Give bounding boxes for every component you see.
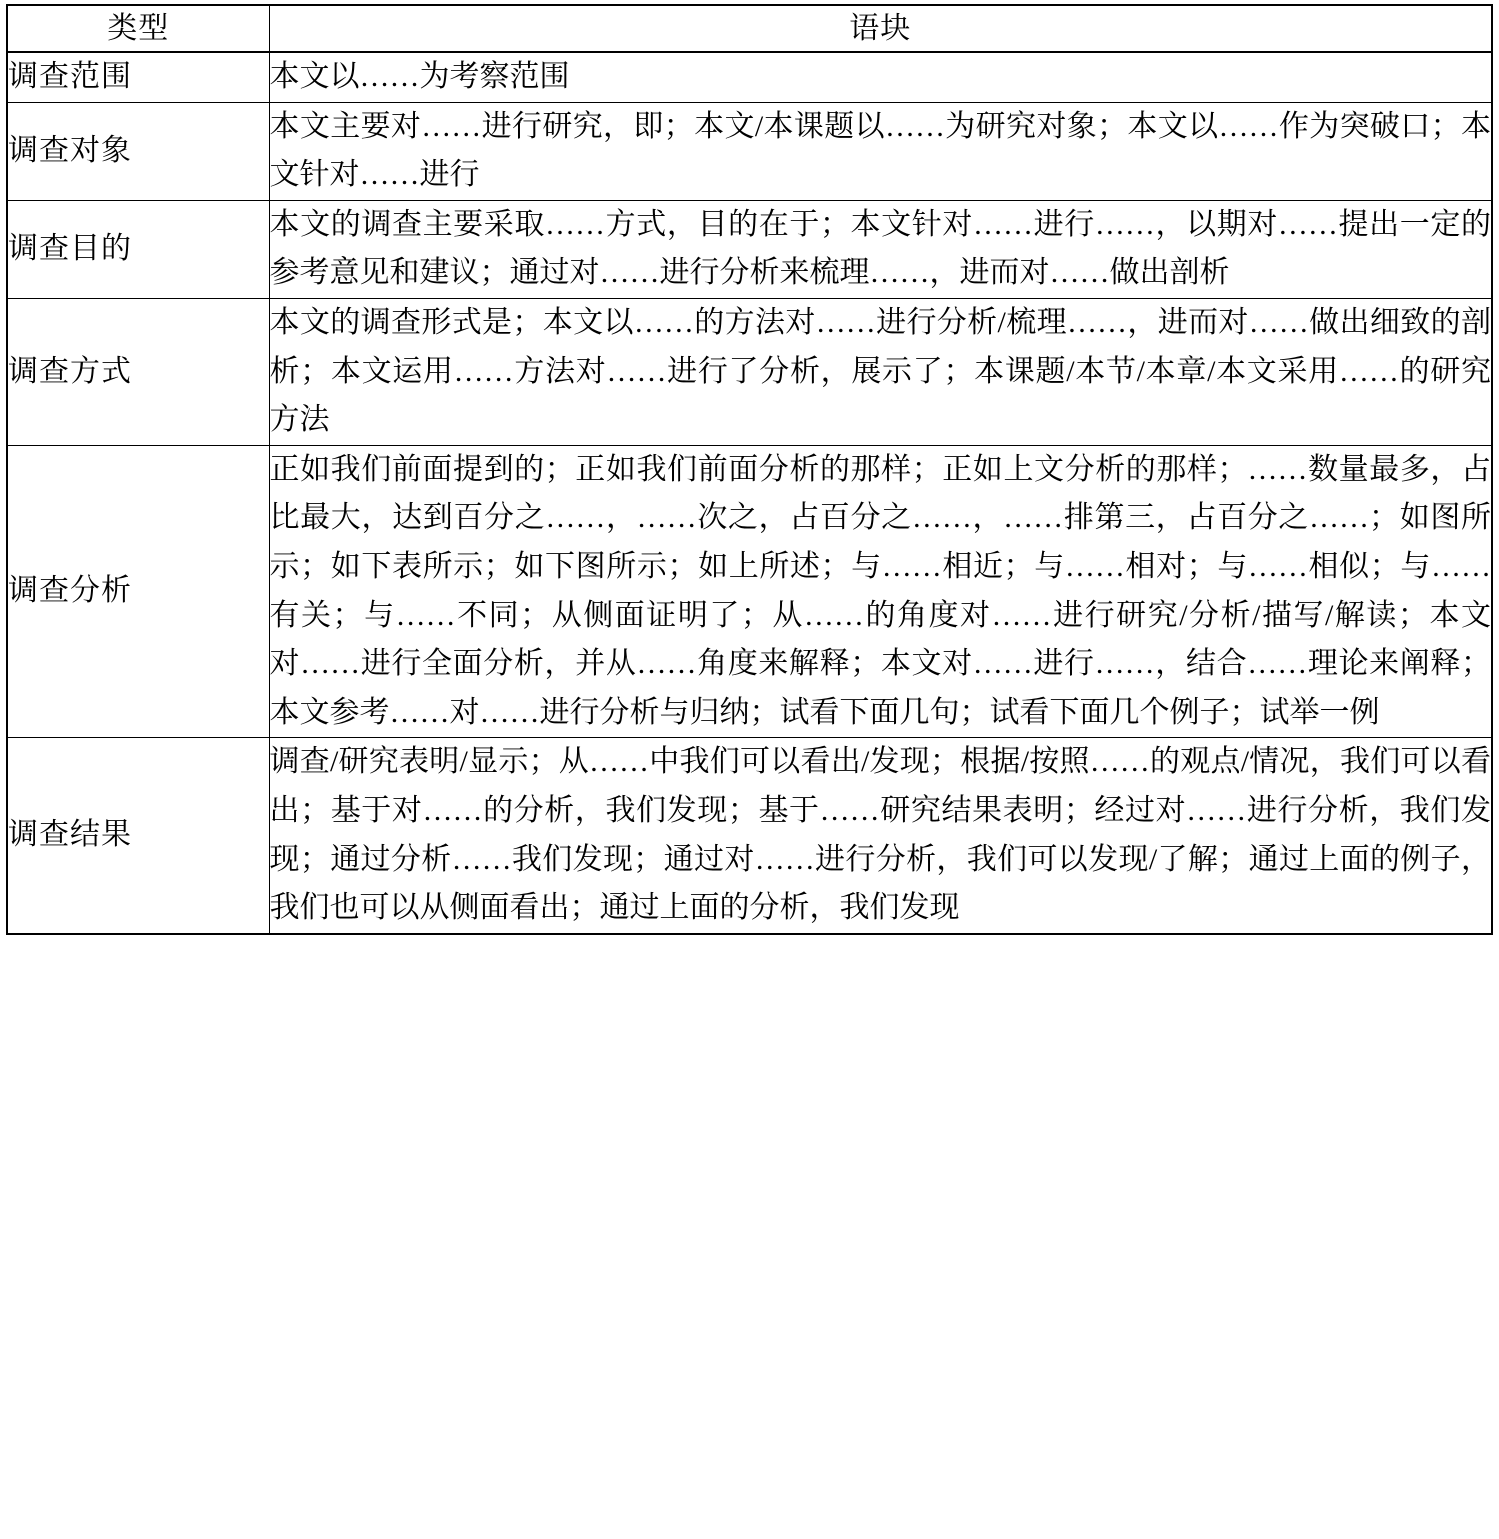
- table-row: [7, 298, 1492, 445]
- table-body: [7, 52, 1492, 934]
- row-chunk-text: 本文以……为考察范围: [269, 52, 1492, 102]
- row-chunk-text: 本文主要对……进行研究，即；本文/本课题以……为研究对象；本文以……作为突破口；本文针对……进行: [269, 102, 1492, 200]
- row-type-label: 调查分析: [7, 445, 269, 738]
- row-type-label: 调查方式: [7, 298, 269, 445]
- column-header-chunk: 语块: [269, 5, 1492, 52]
- table-row: [7, 102, 1492, 200]
- row-chunk-text: 本文的调查形式是；本文以……的方法对……进行分析/梳理……，进而对……做出细致的剖析；本文运用……方法对……进行了分析，展示了；本课题/本节/本章/本文采用……的研究方法: [269, 298, 1492, 445]
- column-header-type: 类型: [7, 5, 269, 52]
- row-type-label: 调查目的: [7, 200, 269, 298]
- table-header: [7, 5, 1492, 52]
- table-row: [7, 445, 1492, 738]
- row-type-label: 调查范围: [7, 52, 269, 102]
- lexical-chunk-table: [6, 4, 1493, 935]
- row-type-label: 调查对象: [7, 102, 269, 200]
- table-row: [7, 200, 1492, 298]
- table-row: [7, 738, 1492, 934]
- row-type-label: 调查结果: [7, 738, 269, 934]
- table-row: [7, 52, 1492, 102]
- table-header-row: [7, 5, 1492, 52]
- row-chunk-text: 正如我们前面提到的；正如我们前面分析的那样；正如上文分析的那样；……数量最多，占比最大，达到百分之……，……次之，占百分之……，……排第三，占百分之……；如图所示；如下表所示；如下图所示；如上所述；与……相近；与……相对；与……相似；与……有关；与……不同；从侧面证明了；从……的角度对……进行研究/分析/描写/解读；本文对……进行全面分析，并从……角度来解释；本文对……进行……，结合……理论来阐释；本文参考……对……进行分析与归纳；试看下面几句；试看下面几个例子；试举一例: [269, 445, 1492, 738]
- row-chunk-text: 调查/研究表明/显示；从……中我们可以看出/发现；根据/按照……的观点/情况，我们可以看出；基于对……的分析，我们发现；基于……研究结果表明；经过对……进行分析，我们发现；通过分析……我们发现；通过对……进行分析，我们可以发现/了解；通过上面的例子，我们也可以从侧面看出；通过上面的分析，我们发现: [269, 738, 1492, 934]
- row-chunk-text: 本文的调查主要采取……方式，目的在于；本文针对……进行……，以期对……提出一定的参考意见和建议；通过对……进行分析来梳理……，进而对……做出剖析: [269, 200, 1492, 298]
